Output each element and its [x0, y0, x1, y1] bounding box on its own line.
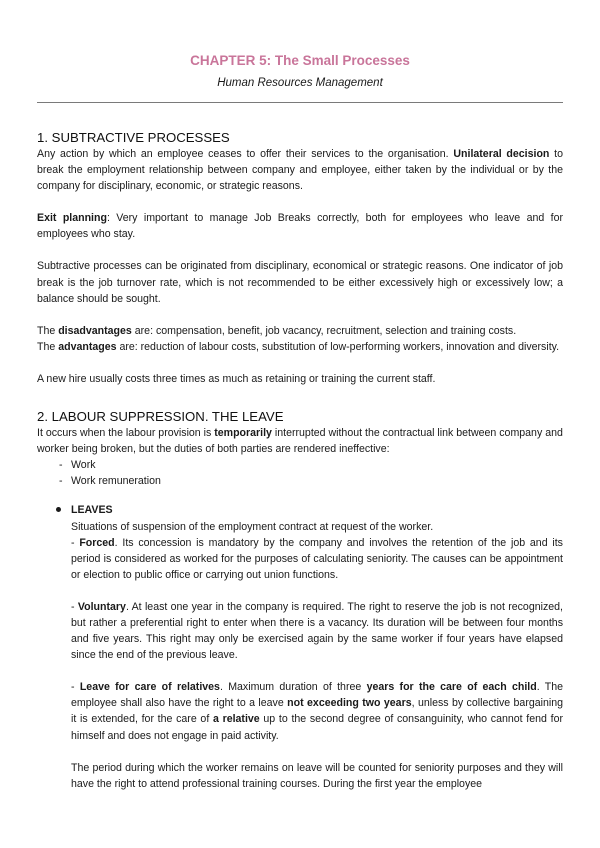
section-1-paragraph-3: Subtractive processes can be originated from disciplinary, economical or strategic reasons. One indicator of job break is the job turnover rate, which is not recommended to be either excessively high or excessively low; a balance should be sought.: [37, 260, 563, 305]
list-item: - Work: [59, 459, 96, 472]
leaves-intro: Situations of suspension of the employment contract at request of the worker.: [71, 520, 434, 533]
section-1-paragraph-5: The advantages are: reduction of labour costs, substitution of low-performing workers, innovation and diversity.: [37, 340, 560, 353]
leave-care-relatives: - Leave for care of relatives. Maximum duration of three years for the care of each child. The employee shall also have the right to a leave not exceeding two years, unless by collective bargaining it is extended, for the care of a relative up to the second degree of consanguinity, who cannot fend for himself and does not engage in paid activity.: [71, 681, 564, 742]
section-1-paragraph-4: The disadvantages are: compensation, benefit, job vacancy, recruitment, selection and training costs.: [37, 324, 517, 337]
chapter-subtitle: Human Resources Management: [217, 77, 383, 89]
list-item: - Work remuneration: [59, 475, 161, 488]
suspended-duties-list: [37, 457, 563, 489]
bullet-icon: [56, 507, 61, 512]
section-1-paragraph-6: A new hire usually costs three times as much as retaining or training the current staff.: [37, 372, 436, 385]
leave-voluntary: - Voluntary. At least one year in the company is required. The right to reserve the job is not recognized, but rather a preferential right to enter when there is a vacancy. Its duration will be between four months and five years. This right may only be exercised again by the same worker if four years have elapsed since the end of the previous leave.: [71, 600, 563, 662]
header-divider: [37, 102, 563, 103]
section-1-paragraph-1: Any action by which an employee ceases to offer their services to the organisation. Unilateral decision to break the employment relationship between company and employee, either taken by the individual or by the company for disciplinary, economic, or strategic reasons.: [37, 148, 564, 193]
section-1-paragraph-2: Exit planning: Very important to manage Job Breaks correctly, both for employees who leave and for employees who stay.: [37, 212, 563, 241]
chapter-title: CHAPTER 5: The Small Processes: [190, 53, 410, 68]
section-2-intro: It occurs when the labour provision is temporarily interrupted without the contractual link between company and worker being broken, but the duties of both parties are rendered ineffective:: [37, 427, 563, 456]
section-1-heading: 1. SUBTRACTIVE PROCESSES: [37, 130, 230, 145]
leave-forced: - Forced. Its concession is mandatory by the company and involves the retention of the job and its period is considered as worked for the purposes of calculating seniority. The causes can be appointment or election to public office or carrying out union functions.: [71, 536, 563, 581]
section-2-heading: 2. LABOUR SUPPRESSION. THE LEAVE: [37, 409, 284, 425]
leaves-title: LEAVES: [71, 504, 113, 517]
leaves-block: [37, 502, 563, 791]
leave-period-paragraph: The period during which the worker remains on leave will be counted for seniority purposes and they will have the right to attend professional training courses. During the first year the employee: [71, 761, 563, 790]
